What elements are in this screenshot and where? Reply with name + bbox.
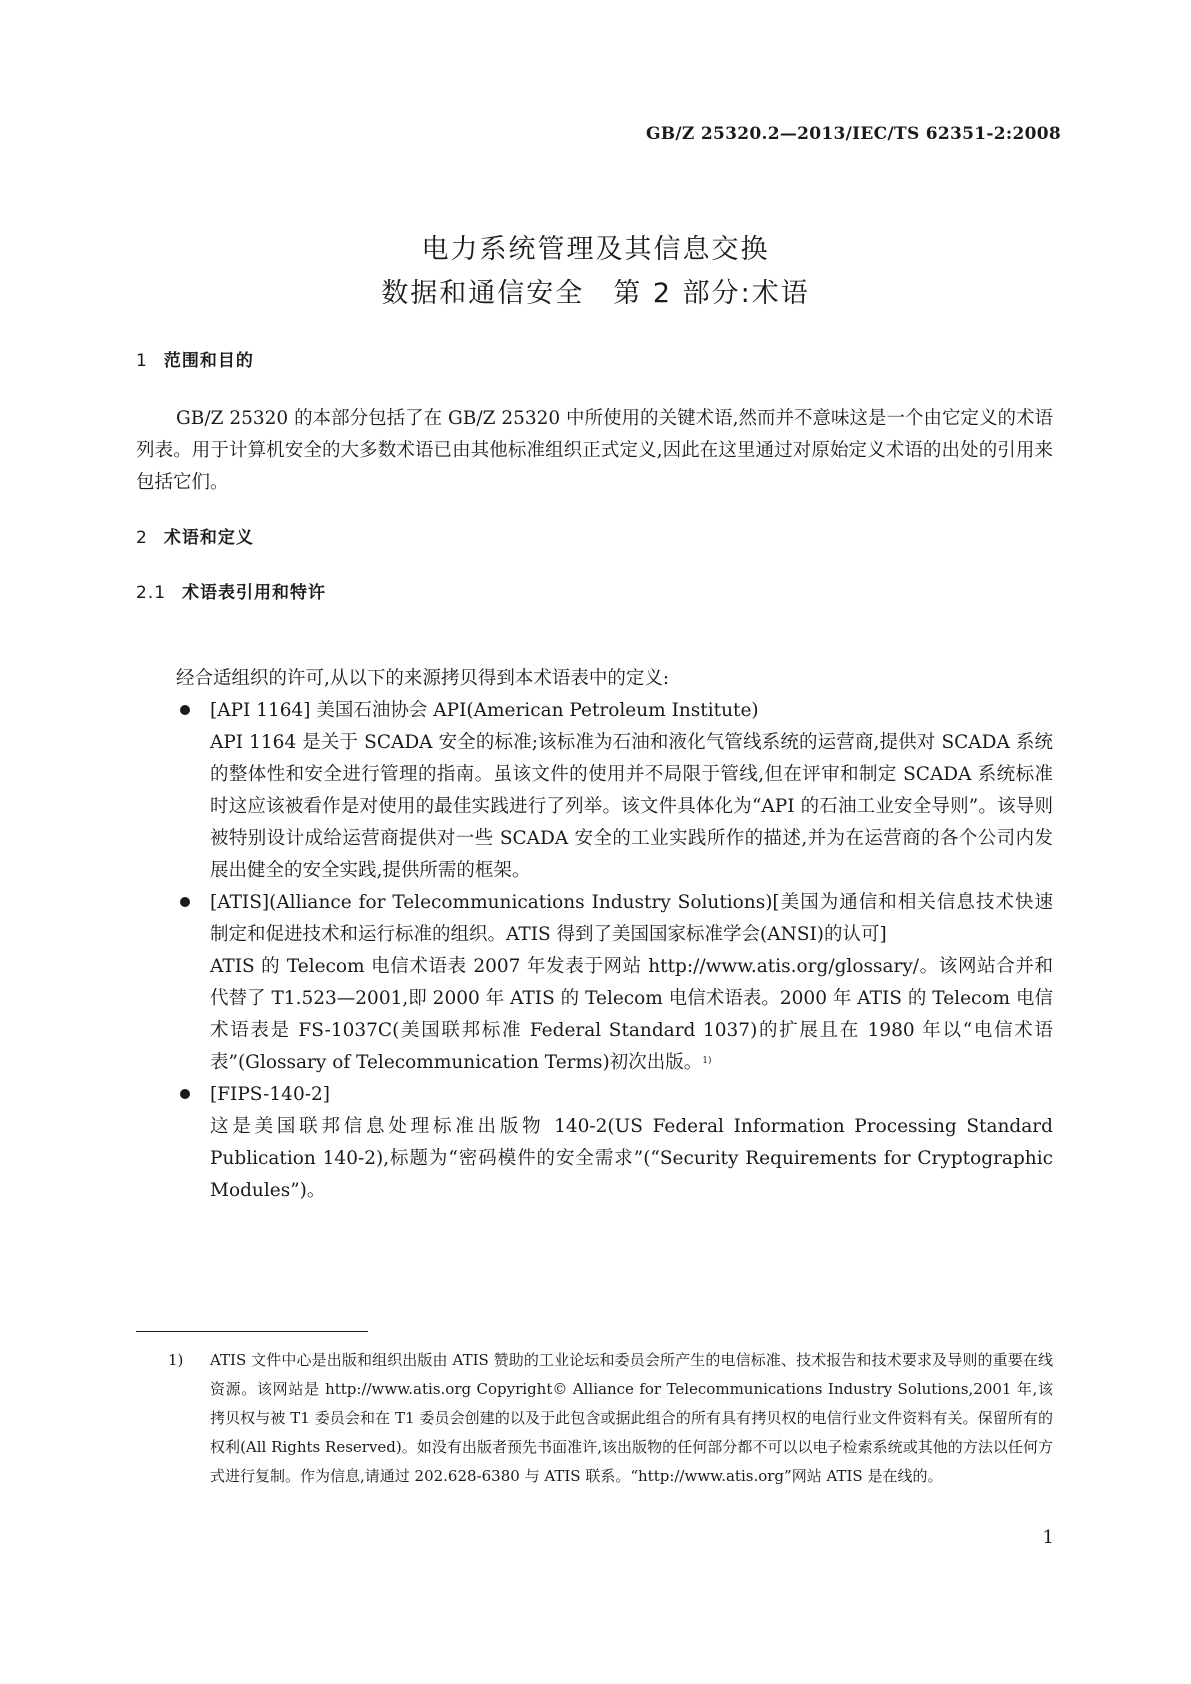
page-number: 1 [1042,1527,1054,1548]
reference-label: [ATIS](Alliance for Telecommunications Industry Solutions)[美国为通信和相关信息技术快速制定和促进技术和运行标准的组织。ATIS 得到了美国国家标准学会(ANSI)的认可] [210,892,1053,945]
section-1-number: 1 [136,351,148,371]
list-item [136,1079,1053,1207]
section-1-paragraph: GB/Z 25320 的本部分包括了在 GB/Z 25320 中所使用的关键术语,然而并不意味这是一个由它定义的术语列表。用于计算机安全的大多数术语已由其他标准组织正式定义,因此在这里通过对原始定义术语的出处的引用来包括它们。 [136,408,1053,493]
section-1-title: 范围和目的 [163,351,254,371]
reference-list [136,695,1053,1207]
section-2-heading [136,523,254,548]
title-line-1: 电力系统管理及其信息交换 [421,234,770,265]
document-title [0,228,1191,316]
section-2-1-heading [136,578,326,603]
section-1-heading [136,346,254,371]
list-item [136,887,1053,1079]
section-2-1-intro: 经合适组织的许可,从以下的来源拷贝得到本术语表中的定义: [176,668,670,689]
title-line-2: 数据和通信安全 第 2 部分:术语 [381,278,810,309]
footnote-text: ATIS 文件中心是出版和组织出版由 ATIS 赞助的工业论坛和委员会所产生的电信标准、技术报告和技术要求及导则的重要在线资源。该网站是 http://www.atis.org Copyright© Alliance for Telecommunications Industry Solutions,2001 年,该拷贝权与被 T1 委员会和在 T1 委员会创建的以及于此包含或据此组合的所有具有拷贝权的电信行业文件资料有关。保留所有的权利(All Rights Reserved)。如没有出版者预先书面准许,该出版物的任何部分都不可以以电子检索系统或其他的方法以任何方式进行复制。作为信息,请通过 202.628-6380 与 ATIS 联系。“http://www.atis.org”网站 ATIS 是在线的。 [210,1351,1053,1485]
section-2-title: 术语和定义 [163,528,254,548]
footnote-divider [136,1331,368,1332]
section-2-1-number: 2.1 [136,583,167,603]
bullet-icon [180,897,190,907]
footnote-marker[interactable]: 1) [702,1056,712,1066]
section-2-1-title: 术语表引用和特许 [182,583,327,603]
reference-description: API 1164 是关于 SCADA 安全的标准;该标准为石油和液化气管线系统的运营商,提供对 SCADA 系统的整体性和安全进行管理的指南。虽该文件的使用并不局限于管线,但在评审和制定 SCADA 系统标准时这应该被看作是对使用的最佳实践进行了列举。该文件具体化为“API 的石油工业安全导则”。该导则被特别设计成给运营商提供对一些 SCADA 安全的工业实践所作的描述,并为在运营商的各个公司内发展出健全的安全实践,提供所需的框架。 [210,732,1053,881]
reference-description-text: ATIS 的 Telecom 电信术语表 2007 年发表于网站 http://www.atis.org/glossary/。该网站合并和代替了 T1.523—2001,即 2000 年 ATIS 的 Telecom 电信术语表。2000 年 ATIS 的 Telecom 电信术语表是 FS-1037C(美国联邦标准 Federal Standard 1037)的扩展且在 1980 年以“电信术语表”(Glossary of Telecommunication Terms)初次出版。 [210,956,1053,1073]
reference-label: [API 1164] 美国石油协会 API(American Petroleum Institute) [210,700,759,721]
bullet-icon [180,705,190,715]
footnote [170,1346,1053,1491]
standard-number: GB/Z 25320.2—2013/IEC/TS 62351-2:2008 [645,124,1061,144]
reference-description [210,951,1053,1079]
reference-label: [FIPS-140-2] [210,1084,330,1105]
section-2-number: 2 [136,528,148,548]
reference-description: 这是美国联邦信息处理标准出版物 140-2(US Federal Information Processing Standard Publication 140-2),标题为“密码模件的安全需求”(“Security Requirements for Cryptographic Modules”)。 [210,1116,1053,1201]
bullet-icon [180,1089,190,1099]
footnote-number: 1) [168,1351,184,1369]
list-item [136,695,1053,887]
